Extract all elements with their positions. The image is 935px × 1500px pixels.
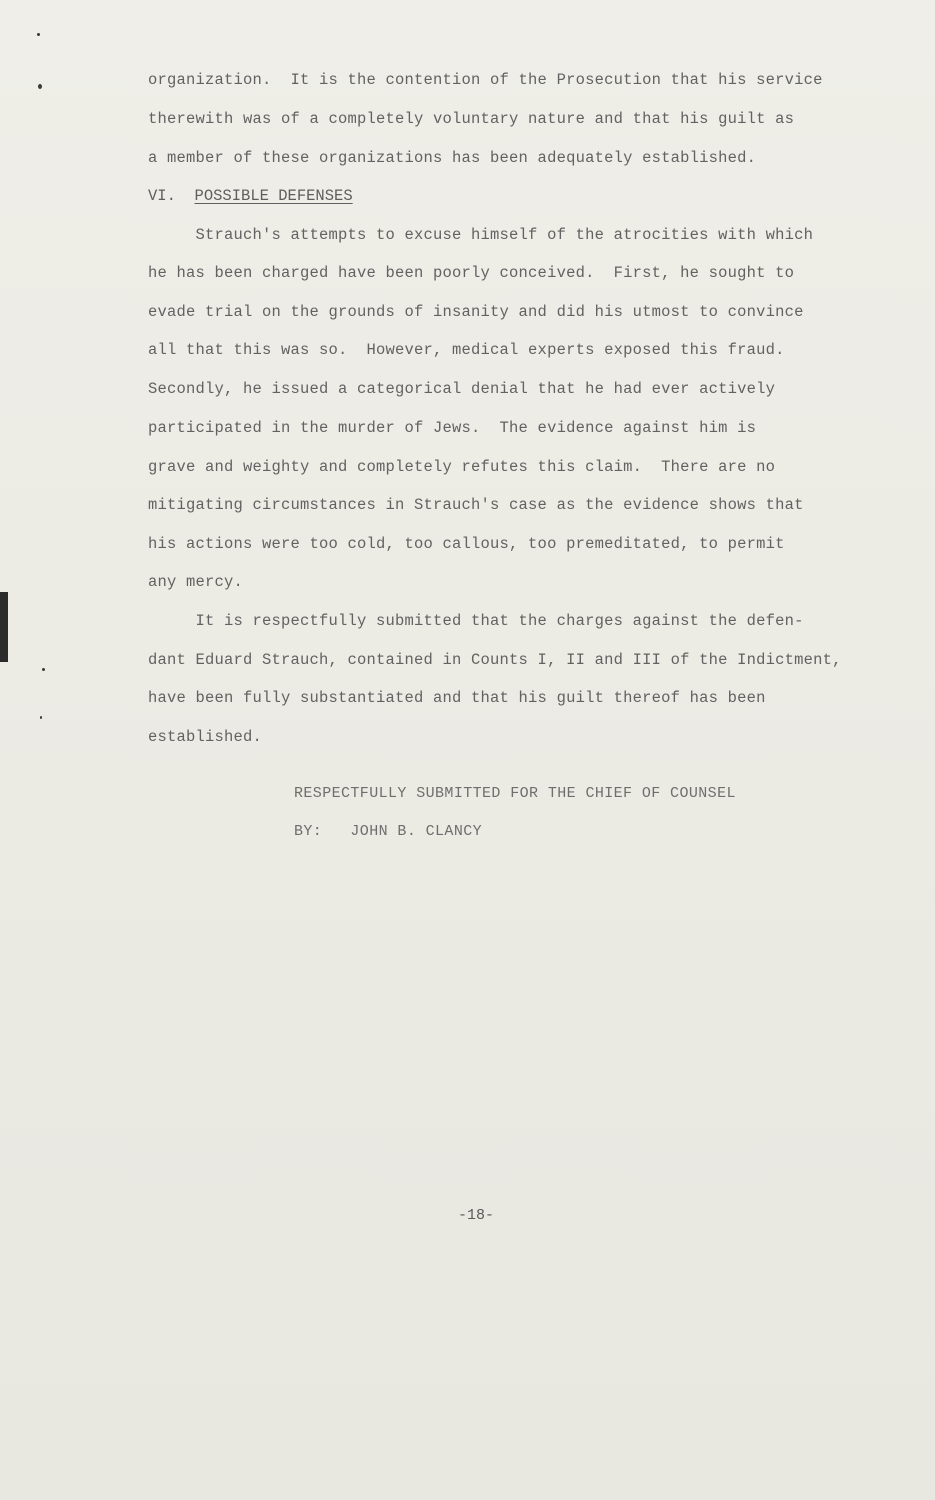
scan-speck xyxy=(40,716,42,719)
text-line: Strauch's attempts to excuse himself of the atrocities with which xyxy=(148,226,814,244)
text-line: It is respectfully submitted that the charges against the defen- xyxy=(148,612,804,630)
text-line: Secondly, he issued a categorical denial that he had ever actively xyxy=(148,380,776,398)
scan-speck xyxy=(38,84,42,89)
signature-line: RESPECTFULLY SUBMITTED FOR THE CHIEF OF COUNSEL xyxy=(294,785,736,802)
page-number: -18- xyxy=(458,1207,495,1224)
section-title: POSSIBLE DEFENSES xyxy=(194,187,353,205)
section-number: VI. xyxy=(148,187,176,205)
text-line: organization. It is the contention of the Prosecution that his service xyxy=(148,71,823,89)
text-line: established. xyxy=(148,728,263,746)
text-line: mitigating circumstances in Strauch's case as the evidence shows that xyxy=(148,496,804,514)
text-line: all that this was so. However, medical experts exposed this fraud. xyxy=(148,341,785,359)
text-line: a member of these organizations has been adequately established. xyxy=(148,149,757,167)
text-line: his actions were too cold, too callous, too premeditated, to permit xyxy=(148,535,785,553)
text-line: evade trial on the grounds of insanity and did his utmost to convince xyxy=(148,303,804,321)
text-line: dant Eduard Strauch, contained in Counts I, II and III of the Indictment, xyxy=(148,651,842,669)
text-line: have been fully substantiated and that his guilt thereof has been xyxy=(148,689,766,707)
text-line: participated in the murder of Jews. The evidence against him is xyxy=(148,419,757,437)
scan-speck xyxy=(42,668,45,671)
text-line: he has been charged have been poorly conceived. First, he sought to xyxy=(148,264,795,282)
scan-speck xyxy=(37,33,40,36)
text-line: any mercy. xyxy=(148,573,244,591)
scan-edge-mark xyxy=(0,592,8,662)
text-line: grave and weighty and completely refutes this claim. There are no xyxy=(148,458,776,476)
signature-by-line: BY: JOHN B. CLANCY xyxy=(294,823,483,840)
section-heading xyxy=(148,186,353,206)
text-line: therewith was of a completely voluntary nature and that his guilt as xyxy=(148,110,795,128)
